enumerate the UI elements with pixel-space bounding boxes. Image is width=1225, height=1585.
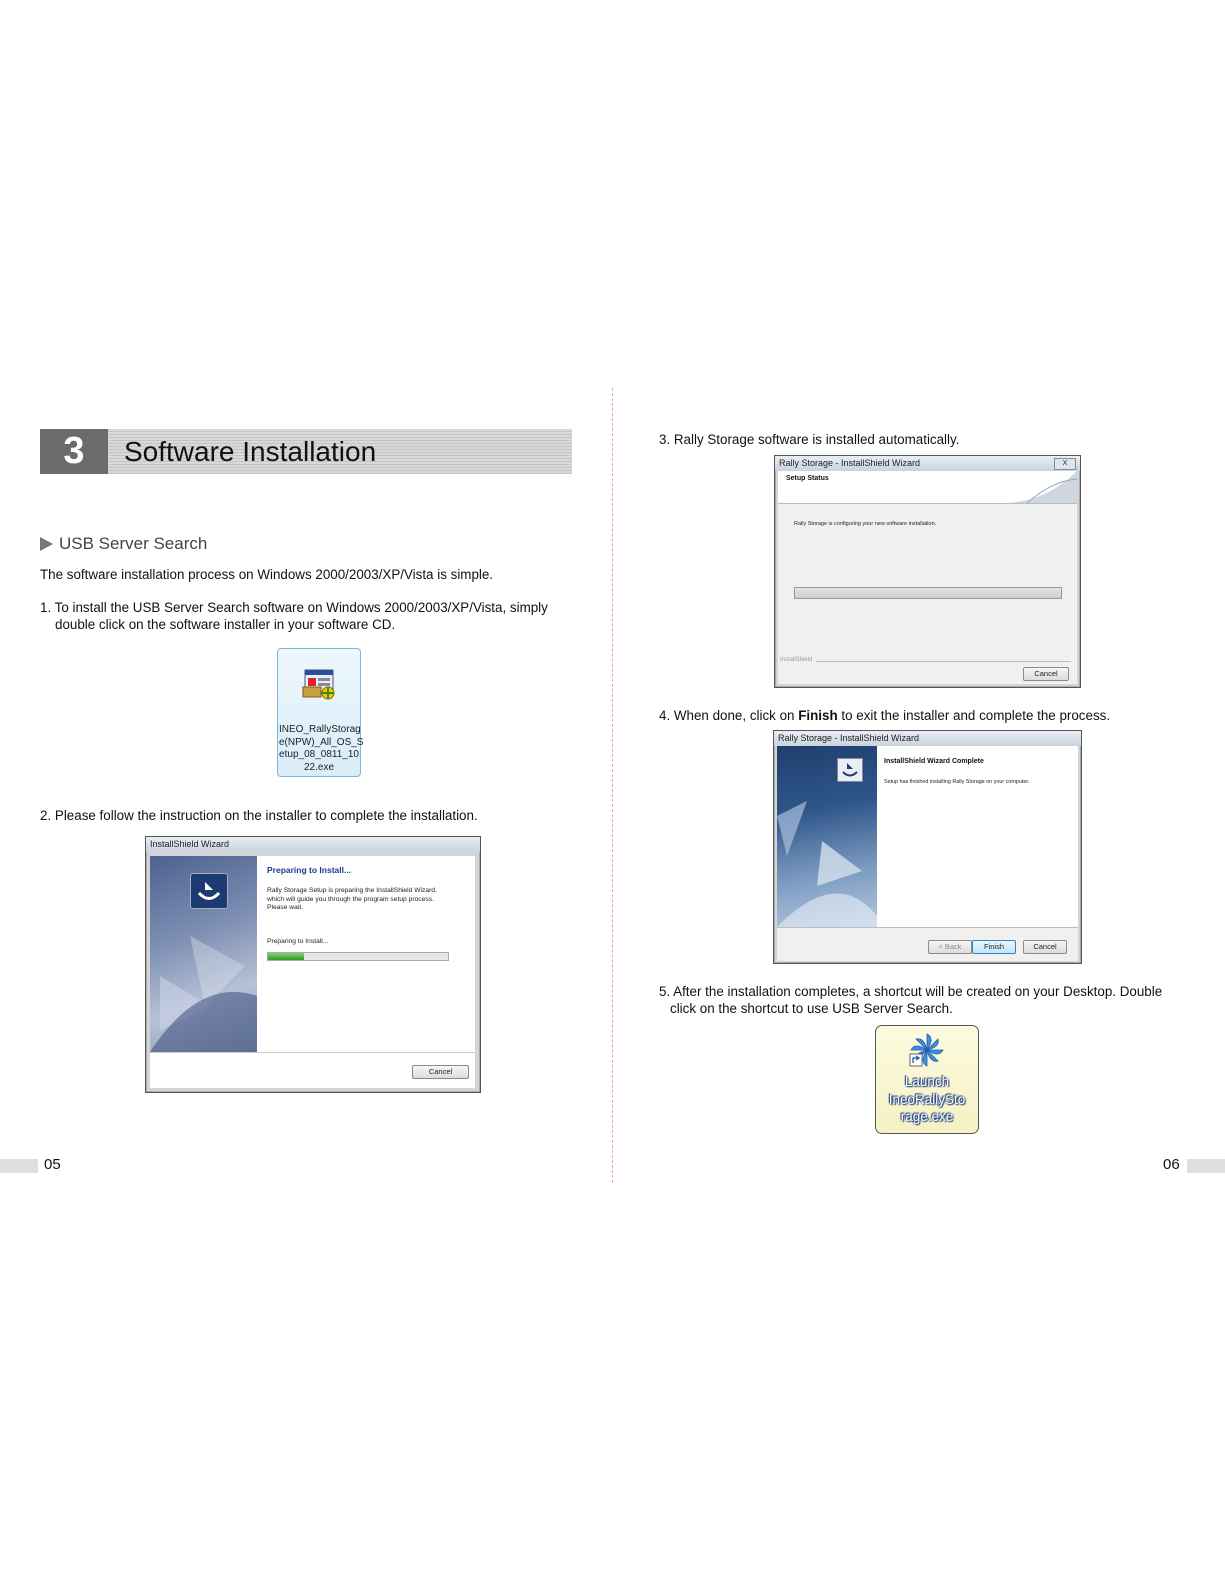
- back-button[interactable]: < Back: [928, 940, 972, 954]
- step-5-line-2: click on the shortcut to use USB Server Search.: [670, 1001, 953, 1016]
- page-number-bar-left: [0, 1159, 38, 1173]
- cancel-button[interactable]: Cancel: [412, 1065, 469, 1079]
- shortcut-label-line: Launch: [904, 1074, 950, 1089]
- dialog-content: [257, 856, 475, 1052]
- progress-status: Preparing to Install...: [267, 938, 329, 945]
- step-5-line-1: 5. After the installation completes, a shortcut will be created on your Desktop. Double: [659, 984, 1163, 999]
- dialog-body-line: Please wait.: [267, 904, 304, 911]
- dialog-title: Rally Storage - InstallShield Wizard: [779, 458, 921, 468]
- desktop-shortcut[interactable]: [875, 1025, 979, 1134]
- shortcut-label-line: rage.exe: [900, 1109, 954, 1124]
- wizard-side-banner: [777, 746, 877, 927]
- installshield-logo-icon: [837, 758, 863, 782]
- dialog-title-bar: [775, 456, 1080, 471]
- dialog-content: [877, 746, 1078, 927]
- dialog-body-line: which will guide you through the program setup process.: [267, 895, 434, 903]
- setup-exe-icon: [302, 667, 336, 701]
- preparing-install-dialog: [145, 836, 481, 1093]
- progress-bar: [267, 952, 449, 961]
- installshield-brand: InstallShield: [780, 657, 813, 663]
- close-button[interactable]: X: [1054, 458, 1076, 470]
- dialog-title-bar: InstallShield Wizard: [146, 837, 480, 852]
- step-4-prefix: 4. When done, click on: [659, 708, 799, 723]
- dialog-heading: Preparing to Install...: [267, 865, 352, 875]
- wizard-side-banner: [150, 856, 257, 1052]
- section-title-bar: [108, 429, 572, 474]
- footer-divider: [816, 661, 1071, 662]
- dialog-footer: [777, 927, 1078, 961]
- section-title: Software Installation: [124, 435, 377, 467]
- file-label-line: e(NPW)_All_OS_S: [279, 736, 364, 748]
- status-message: Rally Storage is configuring your new software installation.: [794, 521, 937, 527]
- file-label-line: 22.exe: [303, 761, 335, 773]
- dialog-title-bar: Rally Storage - InstallShield Wizard: [774, 731, 1081, 746]
- file-label-line: etup_08_0811_10: [279, 749, 359, 760]
- dialog-content: [778, 471, 1077, 684]
- cancel-button[interactable]: Cancel: [1023, 940, 1067, 954]
- page-number-bar-right: [1187, 1159, 1225, 1173]
- dialog-header-strip: [778, 471, 1077, 504]
- section-number: 3: [40, 429, 108, 474]
- dialog-body-line: Rally Storage Setup is preparing the InstallShield Wizard,: [267, 887, 437, 894]
- wizard-complete-dialog: [773, 730, 1082, 964]
- progress-fill: [268, 953, 304, 960]
- progress-bar: [794, 587, 1062, 599]
- cancel-button[interactable]: Cancel: [1023, 667, 1069, 681]
- step-4-text: [659, 707, 1110, 724]
- shortcut-label-line: IneoRallySto: [888, 1091, 966, 1107]
- setup-status-dialog: [774, 455, 1081, 688]
- dialog-heading: Setup Status: [786, 475, 829, 482]
- finish-button[interactable]: Finish: [972, 940, 1016, 954]
- subsection-heading: [40, 534, 207, 554]
- page-divider: [612, 388, 613, 1183]
- dialog-footer: [150, 1052, 475, 1088]
- step-4-suffix: to exit the installer and complete the process.: [837, 708, 1111, 723]
- installer-file-icon[interactable]: [277, 648, 364, 777]
- subsection-title: USB Server Search: [59, 534, 208, 553]
- step-4-finish-word: Finish: [798, 708, 838, 723]
- page-number-right: 06: [1163, 1156, 1180, 1173]
- dialog-heading: InstallShield Wizard Complete: [884, 758, 984, 765]
- step-3-text: 3. Rally Storage software is installed automatically.: [659, 432, 960, 447]
- page-curl-icon: [1007, 471, 1077, 503]
- pinwheel-shortcut-icon: [909, 1032, 945, 1068]
- step-2-text: 2. Please follow the instruction on the installer to complete the installation.: [40, 808, 478, 823]
- file-label-line: INEO_RallyStorag: [279, 724, 361, 735]
- triangle-bullet-icon: [40, 537, 53, 551]
- step-1-line-2: double click on the software installer in your software CD.: [55, 617, 396, 632]
- step-1-line-1: 1. To install the USB Server Search software on Windows 2000/2003/XP/Vista, simply: [40, 600, 548, 615]
- page-number-left: 05: [44, 1156, 61, 1173]
- complete-message: Setup has finished installing Rally Storage on your computer.: [884, 779, 1030, 785]
- intro-text: The software installation process on Windows 2000/2003/XP/Vista is simple.: [40, 567, 494, 582]
- installshield-logo-icon: [190, 873, 228, 909]
